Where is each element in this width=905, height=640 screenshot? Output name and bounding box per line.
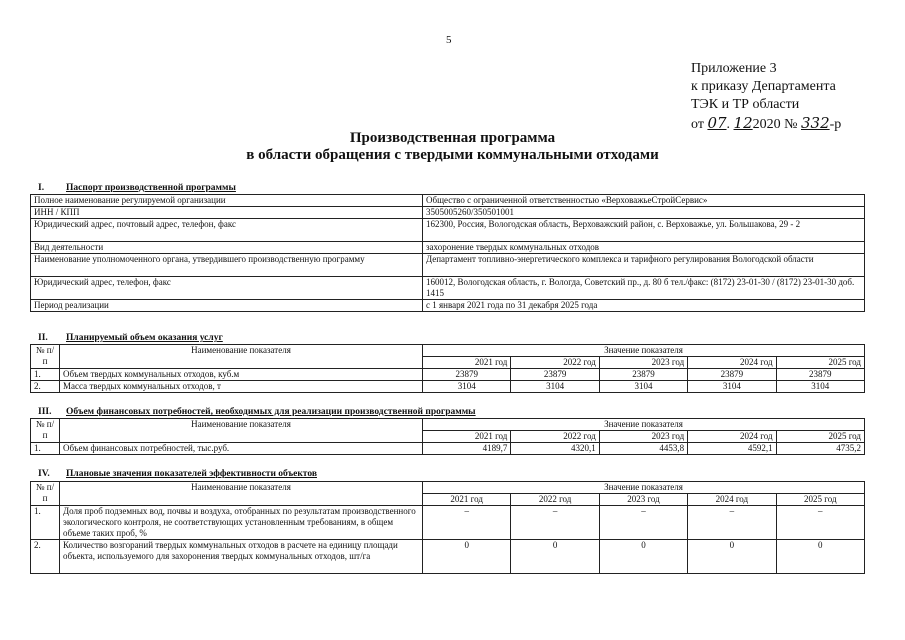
- col-header-value: Значение показателя: [423, 345, 865, 357]
- table-header-row: [31, 419, 865, 431]
- section2-title: Планируемый объем оказания услуг: [66, 333, 223, 343]
- table-header-row: [31, 482, 865, 494]
- row-value: 0: [776, 540, 864, 574]
- appendix-line1: Приложение 3: [691, 61, 777, 76]
- section1-title: Паспорт производственной программы: [66, 183, 236, 193]
- year-header: 2023 год: [599, 357, 687, 369]
- year-header: 2022 год: [511, 494, 599, 506]
- table-row: [31, 540, 865, 574]
- section2-number: II.: [38, 333, 48, 343]
- row-value: 23879: [511, 369, 599, 381]
- table-row: [31, 254, 865, 277]
- year-header: 2022 год: [511, 431, 599, 443]
- passport-label: Период реализации: [31, 300, 423, 312]
- row-number: 2.: [31, 540, 60, 574]
- row-value: 23879: [776, 369, 864, 381]
- passport-value: 160012, Вологодская область, г. Вологда, Советский пр., д. 80 б тел./факс: (8172) 23-01-30 / (8172) 23-01-30 доб. 1415: [423, 277, 865, 300]
- row-name: Масса твердых коммунальных отходов, т: [60, 381, 423, 393]
- order-suffix: -р: [829, 117, 842, 132]
- row-value: –: [688, 506, 776, 540]
- row-name: Объем финансовых потребностей, тыс.руб.: [60, 443, 423, 455]
- order-year: 2020 №: [752, 117, 798, 132]
- row-number: 1.: [31, 369, 60, 381]
- col-header-name: Наименование показателя: [60, 419, 423, 443]
- passport-value: захоронение твердых коммунальных отходов: [423, 242, 865, 254]
- passport-value: 3505005260/350501001: [423, 207, 865, 219]
- section3-heading: [38, 407, 476, 417]
- table-row: [31, 300, 865, 312]
- year-header: 2021 год: [423, 357, 511, 369]
- year-header: 2023 год: [599, 431, 687, 443]
- col-header-value: Значение показателя: [423, 482, 865, 494]
- table-header-row: [31, 345, 865, 357]
- appendix-line3: ТЭК и ТР области: [691, 97, 800, 112]
- row-value: 4320,1: [511, 443, 599, 455]
- passport-value: Департамент топливно-энергетического комплекса и тарифного регулирования Вологодской области: [423, 254, 865, 277]
- passport-label: Наименование уполномоченного органа, утвердившего производственную программу: [31, 254, 423, 277]
- appendix-from: от: [691, 117, 704, 132]
- efficiency-table: [30, 481, 865, 574]
- year-header: 2024 год: [688, 357, 776, 369]
- year-header: 2023 год: [599, 494, 687, 506]
- row-name: Объем твердых коммунальных отходов, куб.м: [60, 369, 423, 381]
- passport-label: Юридический адрес, телефон, факс: [31, 277, 423, 300]
- row-value: 0: [688, 540, 776, 574]
- row-value: 3104: [688, 381, 776, 393]
- col-header-num: № п/п: [31, 482, 60, 506]
- order-date-sep: .: [726, 117, 731, 132]
- table-row: [31, 381, 865, 393]
- row-value: 4189,7: [423, 443, 511, 455]
- row-value: 0: [511, 540, 599, 574]
- table-row: [31, 506, 865, 540]
- row-value: 3104: [423, 381, 511, 393]
- section1-number: I.: [38, 183, 45, 193]
- section4-title: Плановые значения показателей эффективности объектов: [66, 469, 317, 479]
- order-number: 332: [800, 114, 830, 132]
- appendix-line2: к приказу Департамента: [691, 79, 836, 94]
- row-value: 4592,1: [688, 443, 776, 455]
- order-month: 12: [733, 114, 753, 132]
- col-header-value: Значение показателя: [423, 419, 865, 431]
- row-number: 1.: [31, 506, 60, 540]
- section2-heading: [38, 333, 223, 343]
- row-value: 4735,2: [776, 443, 864, 455]
- passport-value: Общество с ограниченной ответственностью «ВерховажьеСтройСервис»: [423, 195, 865, 207]
- year-header: 2021 год: [423, 494, 511, 506]
- section1-heading: [38, 183, 236, 193]
- col-header-name: Наименование показателя: [60, 482, 423, 506]
- row-value: 0: [599, 540, 687, 574]
- passport-value: 162300, Россия, Вологодская область, Верховажский район, с. Верховажье, ул. Большакова, 29 - 2: [423, 219, 865, 242]
- table-row: [31, 277, 865, 300]
- row-value: –: [511, 506, 599, 540]
- table-row: [31, 369, 865, 381]
- title-line1: Производственная программа: [349, 130, 556, 146]
- services-volume-table: [30, 344, 865, 393]
- passport-label: Вид деятельности: [31, 242, 423, 254]
- passport-label: ИНН / КПП: [31, 207, 423, 219]
- table-row: [31, 207, 865, 219]
- year-header: 2024 год: [688, 494, 776, 506]
- year-header: 2022 год: [511, 357, 599, 369]
- row-value: 23879: [423, 369, 511, 381]
- section3-number: III.: [38, 407, 52, 417]
- row-value: –: [776, 506, 864, 540]
- row-number: 2.: [31, 381, 60, 393]
- row-value: 23879: [688, 369, 776, 381]
- passport-label: Юридический адрес, почтовый адрес, телефон, факс: [31, 219, 423, 242]
- document-title: [0, 130, 905, 164]
- row-value: 4453,8: [599, 443, 687, 455]
- row-value: 23879: [599, 369, 687, 381]
- table-row: [31, 195, 865, 207]
- section4-number: IV.: [38, 469, 50, 479]
- passport-value: с 1 января 2021 года по 31 декабря 2025 года: [423, 300, 865, 312]
- row-value: 3104: [599, 381, 687, 393]
- row-name: Количество возгораний твердых коммунальных отходов в расчете на единицу площади объекта, используемого для захоронения твердых коммунальных отходов, шт/га: [60, 540, 423, 574]
- year-header: 2025 год: [776, 357, 864, 369]
- section4-heading: [38, 469, 317, 479]
- order-day: 07: [707, 114, 727, 132]
- row-value: –: [599, 506, 687, 540]
- row-value: 3104: [511, 381, 599, 393]
- passport-table: [30, 194, 865, 312]
- col-header-num: № п/п: [31, 419, 60, 443]
- appendix-header: [691, 60, 841, 134]
- year-header: 2025 год: [776, 494, 864, 506]
- col-header-name: Наименование показателя: [60, 345, 423, 369]
- section3-title: Объем финансовых потребностей, необходимых для реализации производственной программы: [66, 407, 476, 417]
- year-header: 2024 год: [688, 431, 776, 443]
- row-value: 0: [423, 540, 511, 574]
- row-value: 3104: [776, 381, 864, 393]
- year-header: 2025 год: [776, 431, 864, 443]
- title-line2: в области обращения с твердыми коммунальными отходами: [246, 147, 659, 163]
- row-name: Доля проб подземных вод, почвы и воздуха, отобранных по результатам производственного экологического контроля, не соответствующих установленным требованиям, в общем объеме таких проб, %: [60, 506, 423, 540]
- financial-needs-table: [30, 418, 865, 455]
- passport-label: Полное наименование регулируемой организации: [31, 195, 423, 207]
- col-header-num: № п/п: [31, 345, 60, 369]
- row-number: 1.: [31, 443, 60, 455]
- table-row: [31, 242, 865, 254]
- row-value: –: [423, 506, 511, 540]
- table-row: [31, 443, 865, 455]
- year-header: 2021 год: [423, 431, 511, 443]
- table-row: [31, 219, 865, 242]
- page-number: 5: [446, 34, 452, 46]
